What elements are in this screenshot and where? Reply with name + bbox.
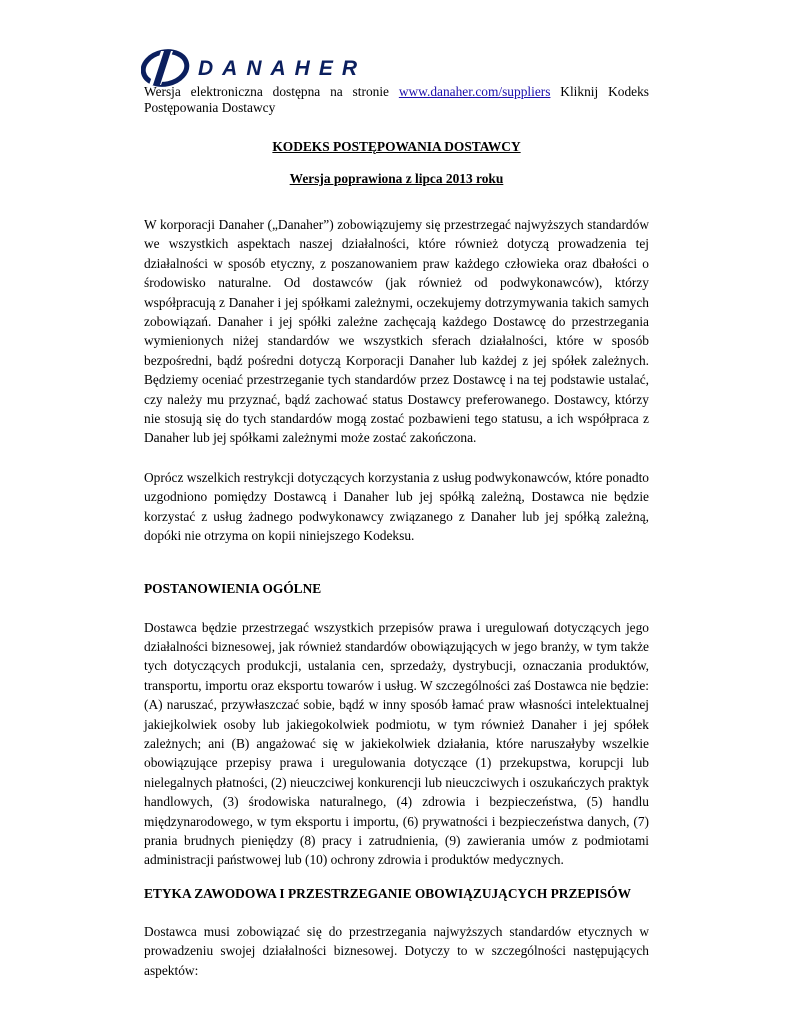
danaher-logo-mark-icon <box>141 47 193 87</box>
intro-text-after: Kliknij Kodeks Postępowania Dostawcy <box>144 84 649 115</box>
intro-text-before: Wersja elektroniczna dostępna na stronie <box>144 84 399 99</box>
heading-ethics-compliance: ETYKA ZAWODOWA I PRZESTRZEGANIE OBOWIĄZUJĄCYCH PRZEPISÓW <box>144 885 631 901</box>
heading-general-provisions: POSTANOWIENIA OGÓLNE <box>144 580 322 596</box>
intro-line <box>144 84 649 115</box>
paragraph-intro-commitment: W korporacji Danaher („Danaher”) zobowiązujemy się przestrzegać najwyższych standardów we wszystkich aspektach naszej działalności, które również dotyczą prowadzenia tej działalności w sposób etyczny, z poszanowaniem praw każdego człowieka oraz dbałości o środowisko naturalne. Od dostawców (jak również od podwykonawców), którzy współpracują z Danaher i jej spółkami zależnymi, oczekujemy dotrzymywania takich samych zobowiązań. Danaher i jej spółki zależne zachęcają każdego Dostawcę do przestrzegania wymienionych niżej standardów we wszystkich sferach działalności, które w sposób bezpośredni, bądź pośredni dotyczą Korporacji Danaher lub każdej z jej spółek zależnych. Będziemy oceniać przestrzeganie tych standardów przez Dostawcę i na tej podstawie ustalać, czy należy mu przyznać, bądź zachować status Dostawcy preferowanego. Dostawcy, którzy nie stosują się do tych standardów mogą zostać pozbawieni tego statusu, a ich współpraca z Danaher lub jej spółkami zależnymi może zostać zakończona. <box>144 217 649 446</box>
document-title: KODEKS POSTĘPOWANIA DOSTAWCY <box>272 139 521 154</box>
suppliers-link[interactable]: www.danaher.com/suppliers <box>398 84 551 99</box>
document-subtitle: Wersja poprawiona z lipca 2013 roku <box>289 171 504 186</box>
logo-wordmark: DANAHER <box>198 57 366 80</box>
paragraph-ethics: Dostawca musi zobowiązać się do przestrzegania najwyższych standardów etycznych w prowadzeniu swojej działalności biznesowej. Dotyczy to w szczególności następujących aspektów: <box>144 923 649 978</box>
document-body <box>144 84 649 980</box>
danaher-logo <box>141 47 371 87</box>
paragraph-subcontractors: Oprócz wszelkich restrykcji dotyczących korzystania z usług podwykonawców, które ponadto uzgodniono pomiędzy Dostawcą i Danaher lub jej spółką zależną, Dostawca nie będzie korzystać z usług żadnego podwykonawcy związanego z Danaher lub jej spółką zależną, dopóki nie otrzyma on kopii niniejszego Kodeksu. <box>144 469 649 544</box>
paragraph-general-provisions: Dostawca będzie przestrzegać wszystkich przepisów prawa i uregulowań dotyczących jego działalności biznesowej, jak również standardów obowiązujących w jego branży, w tym także tych dotyczących produkcji, ustalania cen, sprzedaży, dystrybucji, oznaczania produktów, transportu, importu oraz eksportu towarów i usług. W szczególności zaś Dostawca nie będzie: (A) naruszać, przywłaszczać sobie, bądź w inny sposób łamać praw własności intelektualnej jakiejkolwiek osoby lub jakiegokolwiek podmiotu, w tym również Danaher i jej spółek zależnych; ani (B) angażować się w jakiekolwiek działania, które naruszałyby wszelkie obowiązujące przepisy prawa i uregulowania dotyczące (1) przekupstwa, korupcji lub nielegalnych płatności, (2) nieuczciwej konkurencji lub nieuczciwych i oszukańczych praktyk handlowych, (3) środowiska naturalnego, (4) zdrowia i bezpieczeństwa, (5) handlu międzynarodowego, w tym eksportu i importu, (6) prywatności i bezpieczeństwa danych, (7) prania brudnych pieniędzy (8) pracy i zatrudnienia, (9) zawierania umów z podmiotami administracji państwowej lub (10) ochrony zdrowia i produktów medycznych. <box>144 619 649 868</box>
